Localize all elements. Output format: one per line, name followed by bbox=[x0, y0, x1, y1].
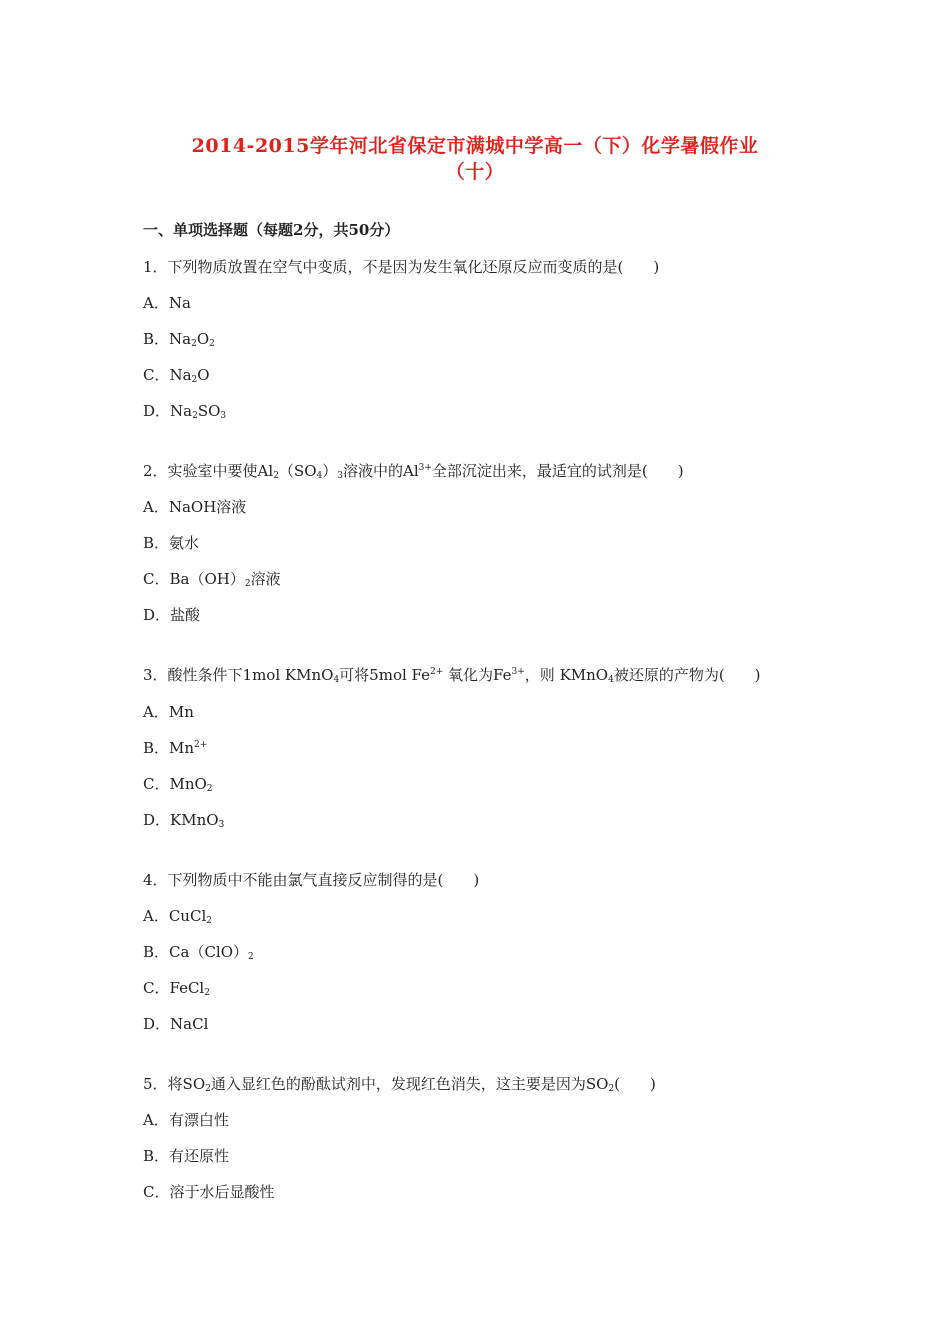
question-1-option-d: D．$Na_2SO_3$ bbox=[143, 402, 227, 421]
question-4-option-a: A．CuCl$_2$ bbox=[143, 907, 212, 926]
document-title-line-2: （十） bbox=[445, 161, 505, 183]
question-5-option-b: B．有还原性 bbox=[143, 1147, 230, 1165]
question-2-option-a: A．NaOH溶液 bbox=[143, 498, 247, 516]
question-4-option-c: C．FeCl$_2$ bbox=[143, 979, 210, 998]
question-1-option-a: A．Na bbox=[143, 294, 191, 312]
question-1-option-c: C．$Na_2O$ bbox=[143, 366, 210, 385]
question-5-option-a: A．有漂白性 bbox=[143, 1111, 229, 1129]
question-1-option-b: B．$Na_2O_2$ bbox=[143, 330, 215, 349]
question-2-option-b: B．氨水 bbox=[143, 534, 200, 552]
question-3-option-a: A．Mn bbox=[143, 703, 194, 721]
question-2-stem: 2．实验室中要使$Al_2(SO_4)_3$溶液中的$Al^{3+}$全部沉淀出来，最适宜的试剂是( ) bbox=[143, 462, 684, 481]
question-5-option-c: C．溶于水后显酸性 bbox=[143, 1183, 275, 1201]
document-title-line-1: 2014-2015学年河北省保定市满城中学高一（下）化学暑假作业 bbox=[191, 135, 759, 157]
question-3-option-d: D．KMnO$_3$ bbox=[143, 811, 225, 830]
question-4-option-d: D．NaCl bbox=[143, 1015, 209, 1033]
question-3-option-b: B．$Mn^{2+}$ bbox=[143, 739, 208, 757]
question-4-stem: 4．下列物质中不能由氯气直接反应制得的是( ) bbox=[143, 871, 480, 889]
question-1-stem: 1．下列物质放置在空气中变质，不是因为发生氧化还原反应而变质的是( ) bbox=[143, 258, 660, 276]
question-2-option-c: C．$Ba(OH)_2$溶液 bbox=[143, 570, 281, 589]
question-3-option-c: C．MnO$_2$ bbox=[143, 775, 213, 794]
section-heading: 一、单项选择题（每题2分，共50分） bbox=[143, 221, 400, 239]
question-5-stem: 5．将$SO_2$通入显红色的酚酞试剂中，发现红色消失，这主要是因为$SO_2$( ) bbox=[143, 1075, 656, 1094]
question-3-stem: 3．酸性条件下1mol KMnO$_4$可将5mol $Fe^{2+}$ 氧化为$Fe^{3+}$，则 KMnO$_4$被还原的产物为( ) bbox=[143, 666, 761, 685]
question-4-option-b: B．$Ca(ClO)_2$ bbox=[143, 943, 254, 962]
question-2-option-d: D．盐酸 bbox=[143, 606, 201, 624]
